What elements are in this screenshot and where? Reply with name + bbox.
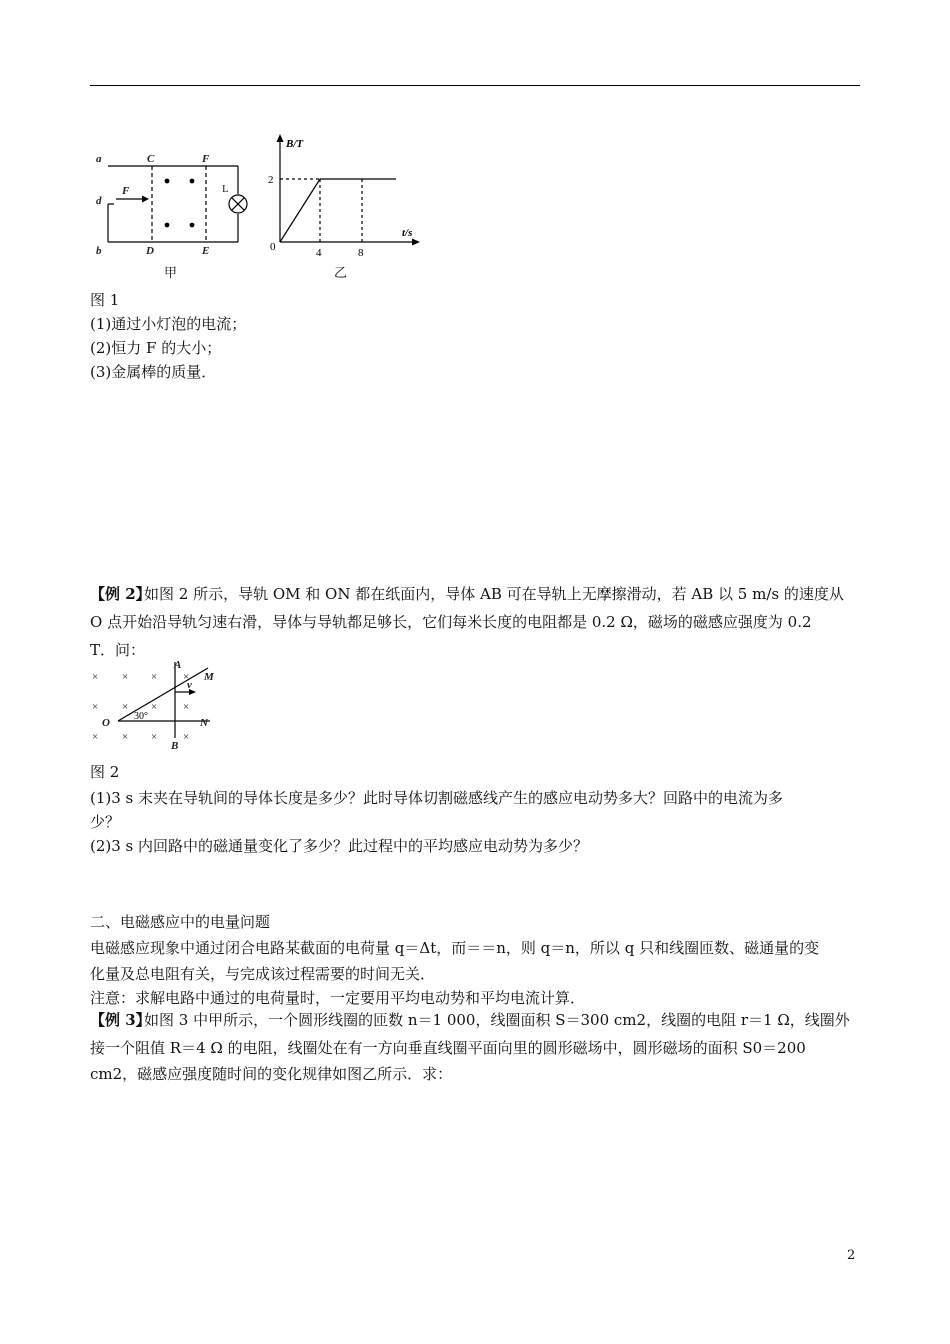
page-number: 2 <box>847 1248 856 1263</box>
cross-mark: × <box>122 671 129 683</box>
label-c: C <box>147 153 155 165</box>
label-b: b <box>96 245 102 257</box>
question-line: (2)3 s 内回路中的磁通量变化了多少？此过程中的平均感应电动势为多少？ <box>90 837 589 855</box>
figure1-caption-b: 乙 <box>334 266 348 281</box>
figure1-circuit-diagram <box>92 148 260 266</box>
cross-mark: × <box>151 731 158 743</box>
label-v: v <box>187 679 192 691</box>
section-line: 注意：求解电路中通过的电荷量时，一定要用平均电动势和平均电流计算． <box>90 989 586 1007</box>
section-line: 电磁感应现象中通过闭合电路某截面的电荷量 q＝Δt，而＝＝n，则 q＝n，所以 q 只和线圈匝数、磁通量的变 <box>90 939 820 957</box>
example2-line: O 点开始沿导轨匀速右滑，导体与导轨都足够长，它们每米长度的电阻都是 0.2 Ω，磁场的磁感应强度为 0.2 <box>90 613 812 631</box>
figure2-rail-diagram <box>88 656 228 756</box>
label-d: d <box>96 195 102 207</box>
cross-mark: × <box>151 671 158 683</box>
label-lamp: L <box>222 183 229 195</box>
label-f-top: F <box>202 153 210 165</box>
figure1-caption: 图 1 <box>90 291 120 309</box>
graph-x-tick: 8 <box>358 247 364 259</box>
example3-line: cm2，磁感应强度随时间的变化规律如图乙所示．求： <box>90 1065 453 1083</box>
section-line: 化量及总电阻有关，与完成该过程需要的时间无关． <box>90 965 436 983</box>
graph-x-label: t/s <box>402 227 413 239</box>
figure2-caption: 图 2 <box>90 763 120 781</box>
label-a: a <box>96 153 102 165</box>
example3-tag: 【例 3】 <box>90 1011 151 1029</box>
figure1-caption-a: 甲 <box>164 266 178 281</box>
label-a: A <box>174 659 182 671</box>
question-line: (2)恒力 F 的大小； <box>90 339 222 357</box>
cross-mark: × <box>122 701 129 713</box>
angle-label: 30° <box>134 711 148 722</box>
cross-mark: × <box>151 701 158 713</box>
cross-mark: × <box>92 701 99 713</box>
example3-line: 接一个阻值 R＝4 Ω 的电阻，线圈处在有一方向垂直线圈平面向里的圆形磁场中，圆形磁场的面积 S0＝200 <box>90 1039 806 1057</box>
cross-mark: × <box>183 731 190 743</box>
example2-line: 如图 2 所示，导轨 OM 和 ON 都在纸面内，导体 AB 可在导轨上无摩擦滑动，若 AB 以 5 m/s 的速度从 <box>144 585 844 603</box>
graph-y-label: B/T <box>286 138 304 150</box>
label-d-bottom: D <box>146 245 154 257</box>
cross-mark: × <box>183 671 190 683</box>
label-o: O <box>102 717 110 729</box>
label-e: E <box>202 245 210 257</box>
graph-y-tick: 2 <box>268 174 274 186</box>
cross-mark: × <box>122 731 129 743</box>
question-line: (3)金属棒的质量． <box>90 363 217 381</box>
question-line: (1)3 s 末夹在导轨间的导体长度是多少？此时导体切割磁感线产生的感应电动势多大？回路中的电流为多 <box>90 789 784 807</box>
example3-line: 如图 3 中甲所示，一个圆形线圈的匝数 n＝1 000，线圈面积 S＝300 cm2，线圈的电阻 r＝1 Ω，线圈外 <box>144 1011 850 1029</box>
graph-origin: 0 <box>270 241 276 253</box>
label-n: N <box>200 717 208 729</box>
label-b: B <box>171 740 179 752</box>
cross-mark: × <box>92 731 99 743</box>
figure1-bt-graph <box>262 130 422 260</box>
section-heading: 二、电磁感应中的电量问题 <box>90 913 271 931</box>
question-line: (1)通过小灯泡的电流； <box>90 315 247 333</box>
example2-line: T．问： <box>90 641 146 659</box>
example2-tag: 【例 2】 <box>90 585 151 603</box>
question-line: 少？ <box>90 813 121 831</box>
header-rule <box>90 85 860 86</box>
cross-mark: × <box>183 701 190 713</box>
label-m: M <box>204 671 214 683</box>
graph-x-tick: 4 <box>316 247 322 259</box>
label-force: F <box>122 185 130 197</box>
cross-mark: × <box>92 671 99 683</box>
